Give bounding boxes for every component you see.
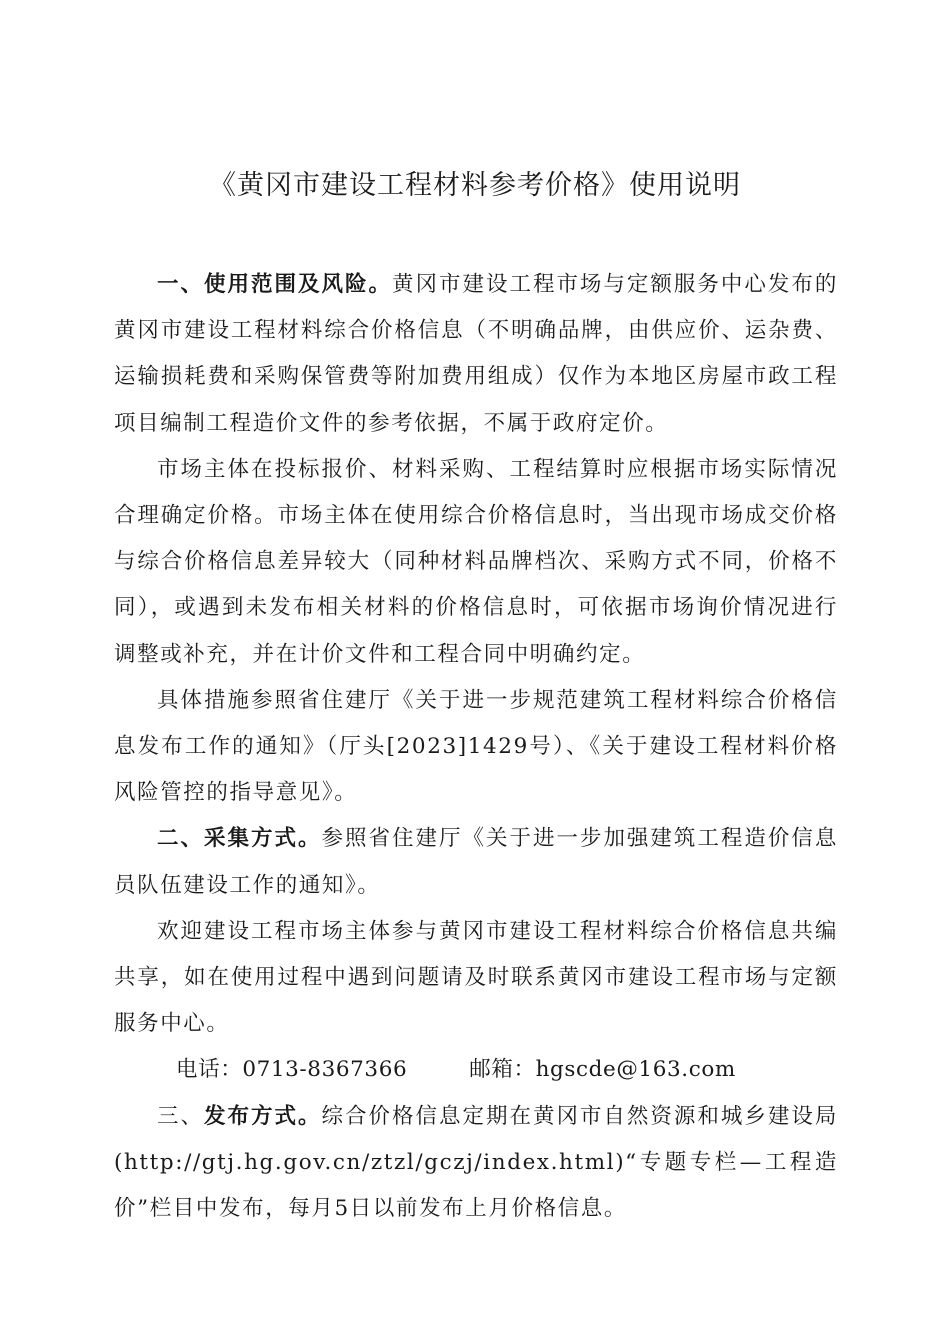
email-label: 邮箱： bbox=[469, 1057, 536, 1083]
phone-label: 电话： bbox=[176, 1057, 243, 1083]
section-3-text: 综合价格信息定期在黄冈市自然资源和城乡建设局(http://gtj.hg.gov.cn/ztzl/gczj/index.html)“专题专栏—工程造价”栏目中发布，每月5日以前发布上月价格信息。 bbox=[114, 1103, 838, 1222]
section-1-paragraph-3: 具体措施参照省住建厅《关于进一步规范建筑工程材料综合价格信息发布工作的通知》（厅头[2023]1429号）、《关于建设工程材料价格风险管控的指导意见》。 bbox=[114, 687, 838, 806]
section-1-paragraph-2: 市场主体在投标报价、材料采购、工程结算时应根据市场实际情况合理确定价格。市场主体在使用综合价格信息时，当出现市场成交价格与综合价格信息差异较大（同种材料品牌档次、采购方式不同，价格不同），或遇到未发布相关材料的价格信息时，可依据市场询价情况进行调整或补充，并在计价文件和工程合同中明确约定。 bbox=[114, 456, 838, 667]
section-2-paragraph-2: 欢迎建设工程市场主体参与黄冈市建设工程材料综合价格信息共编共享，如在使用过程中遇到问题请及时联系黄冈市建设工程市场与定额服务中心。 bbox=[114, 918, 838, 1037]
section-3-heading: 发布方式。 bbox=[204, 1103, 322, 1129]
section-1-paragraph bbox=[114, 262, 838, 447]
email-address: hgscde@163.com bbox=[535, 1057, 736, 1083]
section-2-text: 参照省住建厅《关于进一步加强建筑工程造价信息员队伍建设工作的通知》。 bbox=[114, 826, 839, 898]
section-1-text: 黄冈市建设工程市场与定额服务中心发布的黄冈市建设工程材料综合价格信息（不明确品牌，由供应价、运杂费、运输损耗费和采购保管费等附加费用组成）仅作为本地区房屋市政工程项目编制工程造价文件的参考依据，不属于政府定价。 bbox=[114, 272, 838, 436]
section-3-prefix: 三、 bbox=[157, 1103, 204, 1129]
document-body bbox=[114, 262, 838, 1232]
document-title: 《黄冈市建设工程材料参考价格》使用说明 bbox=[209, 170, 741, 201]
section-1-heading: 一、使用范围及风险。 bbox=[157, 272, 392, 297]
phone-number: 0713-8367366 bbox=[242, 1057, 408, 1083]
section-3-paragraph bbox=[114, 1094, 838, 1233]
section-2-heading: 二、采集方式。 bbox=[157, 826, 322, 852]
section-2-paragraph bbox=[114, 816, 838, 908]
contact-line bbox=[114, 1047, 838, 1093]
